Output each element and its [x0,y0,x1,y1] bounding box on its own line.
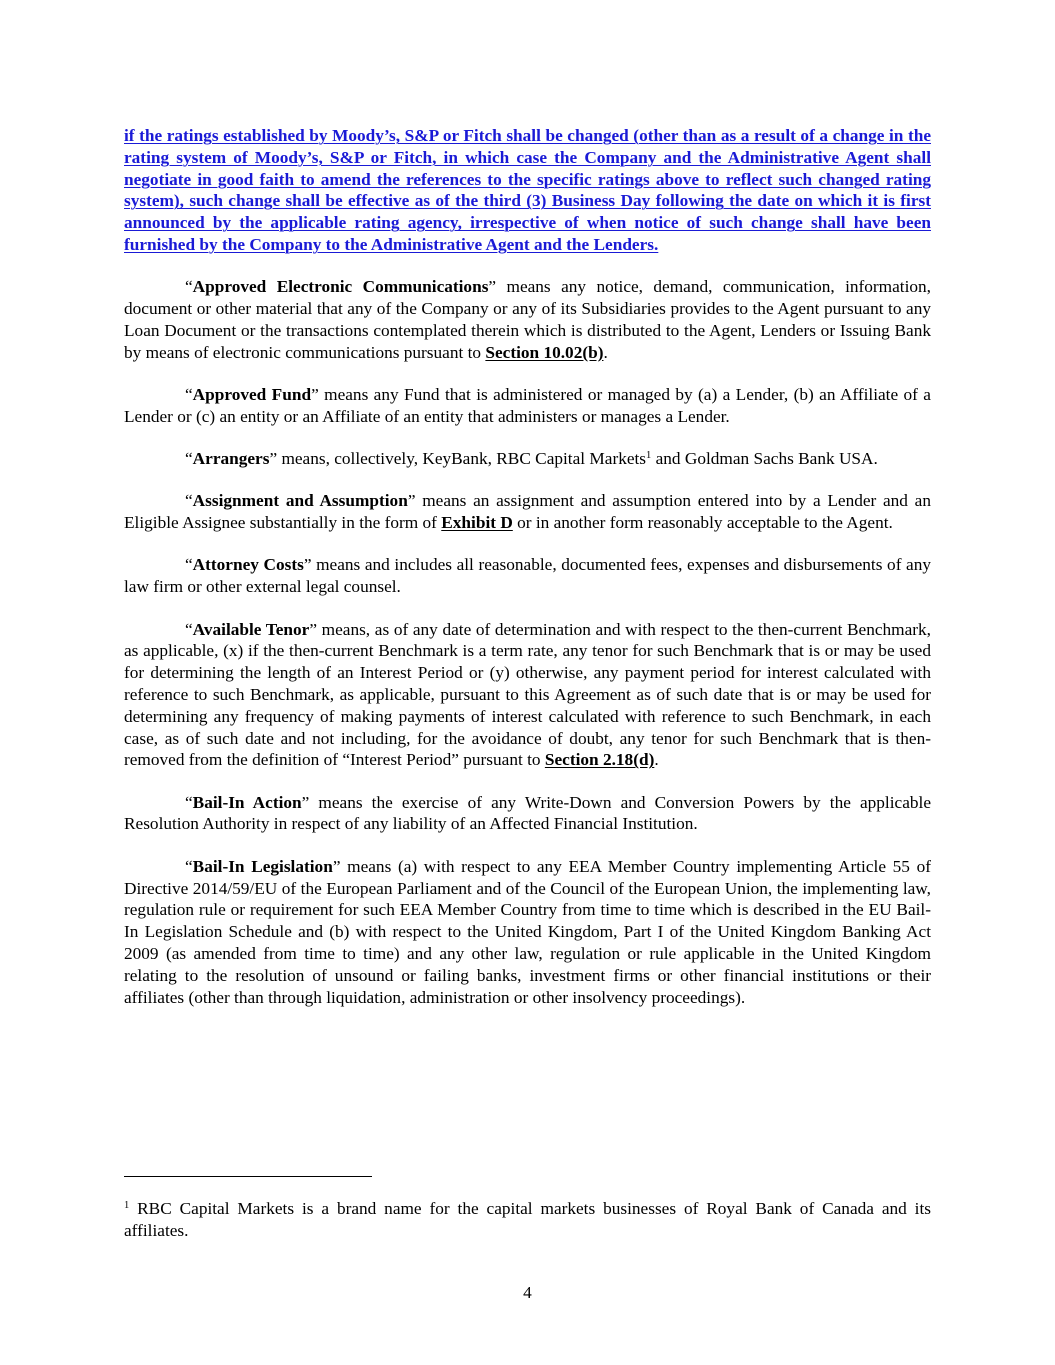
quote-open: “ [185,384,193,404]
quote-open: “ [185,619,193,639]
quote-open: “ [185,491,193,511]
inserted-clause-text: if the ratings established by Moody’s, S&P or Fitch shall be changed (other than as a result of a change in the rating system of Moody’s, S&P or Fitch, in which case the Company and the Administrative Agent shall negotiate in good faith to amend the references to the specific ratings above to reflect such changed rating system), such change shall be effective as of the third (3) Business Day following the date on which it is first announced by the applicable rating agency, irrespective of when notice of such change shall have been furnished by the Company to the Administrative Agent and the Lenders. [124,126,931,254]
definition-text-end: . [603,342,608,362]
footnote-text: RBC Capital Markets is a brand name for the capital markets businesses of Royal Bank of Canada and its affiliates. [124,1199,931,1240]
quote-open: “ [185,856,193,876]
defined-term: Bail-In Action [192,792,302,812]
quote-close: ” [309,619,318,639]
definition-arrangers [124,448,931,470]
page-number: 4 [523,1283,532,1302]
quote-close: ” [407,491,416,511]
defined-term: Attorney Costs [192,555,304,575]
footnote-reference[interactable]: 1 [646,450,652,462]
definition-text-end: . [654,750,659,770]
definition-text: means (a) with respect to any EEA Member Country implementing Article 55 of Directive 2014/59/EU of the European Parliament and of the Council of the European Union, the implementing law, regulation rule or requirement for such EEA Member Country from time to time which is described in the EU Bail-In Legislation Schedule and (b) with respect to the United Kingdom, Part I of the United Kingdom Banking Act 2009 (as amended from time to time) and any other law, regulation or rule applicable in the United Kingdom relating to the resolution of unsound or failing banks, investment firms or other financial institutions or their affiliates (other than through liquidation, administration or other insolvency proceedings). [124,856,932,1007]
defined-term: Available Tenor [192,619,310,639]
quote-close: ” [301,792,310,812]
cross-reference-link[interactable]: Section 2.18(d) [544,750,655,770]
quote-open: “ [185,792,193,812]
definition-bail-in-legislation [124,856,931,1009]
quote-close: ” [311,384,319,404]
definition-text: means the exercise of any Write-Down and Conversion Powers by the applicable Resolution Authority in respect of any liability of an Affected Financial Institution. [124,792,931,834]
definition-text-end: and Goldman Sachs Bank USA. [651,449,878,469]
definition-text-end: or in another form reasonably acceptable to the Agent. [512,513,893,533]
quote-open: “ [185,277,193,297]
defined-term: Arrangers [192,449,270,469]
quote-close: ” [303,555,312,575]
cross-reference-link[interactable]: Exhibit D [441,513,513,533]
definition-approved-fund [124,384,931,428]
definition-text: means any Fund that is administered or managed by (a) a Lender, (b) an Affiliate of a Lender or (c) an entity or an Affiliate of an entity that administers or manages a Lender. [124,384,931,426]
quote-close: ” [332,856,341,876]
defined-term: Approved Fund [192,384,312,404]
definition-text: means, as of any date of determination and with respect to the then-current Benchmark, as applicable, (x) if the then-current Benchmark is a term rate, any tenor for such Benchmark that is or may be used for determining the length of an Interest Period or (y) otherwise, any payment period for interest calculated with reference to such Benchmark, as applicable, pursuant to this Agreement as of such date that is or may be used for determining any frequency of making payments of interest calculated with reference to such Benchmark, in each case, as of such date and not including, for the avoidance of doubt, any tenor for such Benchmark that is then-removed from the definition of “Interest Period” pursuant to [124,619,931,770]
definition-available-tenor [124,619,931,772]
definition-text: means any notice, demand, communication, information, document or other material that any of the Company or any of its Subsidiaries provides to the Agent pursuant to any Loan Document or the transactions contemplated therein which is distributed to the Agent, Lenders or Issuing Bank by means of electronic communications pursuant to [124,277,932,362]
defined-term: Assignment and Assumption [192,491,408,511]
quote-open: “ [185,449,193,469]
definition-text: means and includes all reasonable, documented fees, expenses and disbursements of any law firm or other external legal counsel. [124,555,931,597]
definition-assignment-and-assumption [124,490,931,534]
definition-text: means an assignment and assumption entered into by a Lender and an Eligible Assignee substantially in the form of [124,491,931,533]
defined-term: Bail-In Legislation [192,856,333,876]
definition-attorney-costs [124,554,931,598]
definition-text: means, collectively, KeyBank, RBC Capital Markets [277,449,647,469]
quote-close: ” [269,449,278,469]
quote-close: ” [488,277,497,297]
footnote [124,1198,931,1242]
defined-term: Approved Electronic Communications [192,277,489,297]
quote-open: “ [185,555,193,575]
footnote-mark: 1 [124,1200,130,1211]
definition-approved-electronic-communications [124,276,931,363]
cross-reference-link[interactable]: Section 10.02(b) [485,342,604,362]
document-body [124,125,931,1029]
inserted-clause [124,125,931,256]
definition-bail-in-action [124,792,931,836]
footnote-separator [124,1176,372,1177]
